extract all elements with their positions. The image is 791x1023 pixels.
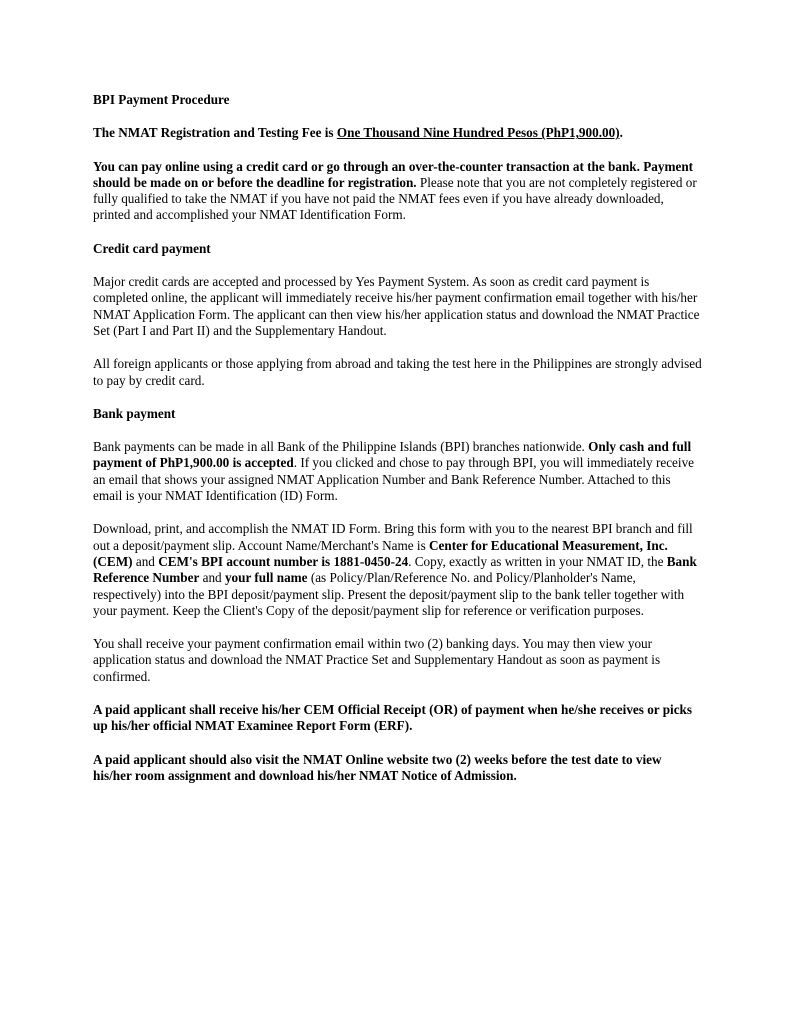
- bank-paragraph-4: A paid applicant shall receive his/her CEM Official Receipt (OR) of payment when he/she receives or picks up his/her official NMAT Examinee Report Form (ERF).: [93, 702, 693, 734]
- fee-amount: One Thousand Nine Hundred Pesos (PhP1,900.00): [336, 125, 620, 141]
- bank-paragraph-3: You shall receive your payment confirmation email within two (2) banking days. You may then view your application status and download the NMAT Practice Set and Supplementary Handout as soon as payment is confirmed.: [93, 636, 661, 684]
- bank-p2-text-e: . Copy, exactly as written in your NMAT ID, the: [408, 553, 667, 569]
- account-number: CEM's BPI account number is 1881-0450-24: [158, 553, 409, 569]
- bank-p1-bold: Only cash and full payment of PhP1,900.00 is accepted: [93, 439, 692, 471]
- document-page: [93, 92, 703, 801]
- bank-payment-heading: Bank payment: [93, 405, 176, 421]
- credit-card-paragraph-2: All foreign applicants or those applying from abroad and taking the test here in the Philippines are strongly advised to pay by credit card.: [93, 356, 702, 388]
- full-name-label: your full name: [224, 570, 308, 586]
- bank-p2-text-i: (as Policy/Plan/Reference No. and Policy/Planholder's Name, respectively) into the BPI deposit/payment slip. Present the deposit/payment slip to the bank teller together with your payment. Keep the Client's Copy of the deposit/payment slip for reference or verification purposes.: [93, 570, 685, 618]
- bank-paragraph-2: [93, 521, 703, 619]
- intro-bold-text: You can pay online using a credit card or go through an over-the-counter transaction at the bank. Payment should be made on or before the deadline for registration.: [93, 158, 694, 190]
- fee-text-post: .: [619, 125, 623, 141]
- account-name: Center for Educational Measurement, Inc. (CEM): [93, 537, 668, 569]
- credit-card-heading: Credit card payment: [93, 240, 211, 256]
- bank-paragraph-5: A paid applicant should also visit the NMAT Online website two (2) weeks before the test date to view his/her room assignment and download his/her NMAT Notice of Admission.: [93, 751, 662, 783]
- bank-p1-text-c: . If you clicked and chose to pay through BPI, you will immediately receive an email that shows your assigned NMAT Application Number and Bank Reference Number. Attached to this email is your NMAT Identification (ID) Form.: [93, 455, 695, 504]
- bank-paragraph-1: [93, 439, 703, 504]
- intro-paragraph: [93, 159, 703, 224]
- document-title: BPI Payment Procedure: [93, 92, 230, 107]
- bank-p2-text-g: and: [199, 570, 225, 586]
- credit-card-paragraph-1: Major credit cards are accepted and processed by Yes Payment System. As soon as credit card payment is completed online, the applicant will immediately receive his/her payment confirmation email together with his/her NMAT Application Form. The applicant can then view his/her application status and download the NMAT Practice Set (Part I and Part II) and the Supplementary Handout.: [93, 274, 700, 338]
- fee-paragraph: [93, 125, 703, 141]
- bank-p2-text-a: Download, print, and accomplish the NMAT ID Form. Bring this form with you to the nearest BPI branch and fill out a deposit/payment slip. Account Name/Merchant's Name is: [93, 521, 693, 553]
- intro-text: Please note that you are not completely registered or fully qualified to take the NMAT if you have not paid the NMAT fees even if you have already downloaded, printed and accomplished your NMAT Identification Form.: [93, 174, 697, 223]
- bank-reference-number-label: Bank Reference Number: [93, 553, 697, 586]
- bank-p1-text-a: Bank payments can be made in all Bank of the Philippine Islands (BPI) branches nationwide.: [93, 439, 589, 455]
- fee-text-pre: The NMAT Registration and Testing Fee is: [93, 125, 337, 141]
- bank-p2-text-c: and: [132, 553, 159, 569]
